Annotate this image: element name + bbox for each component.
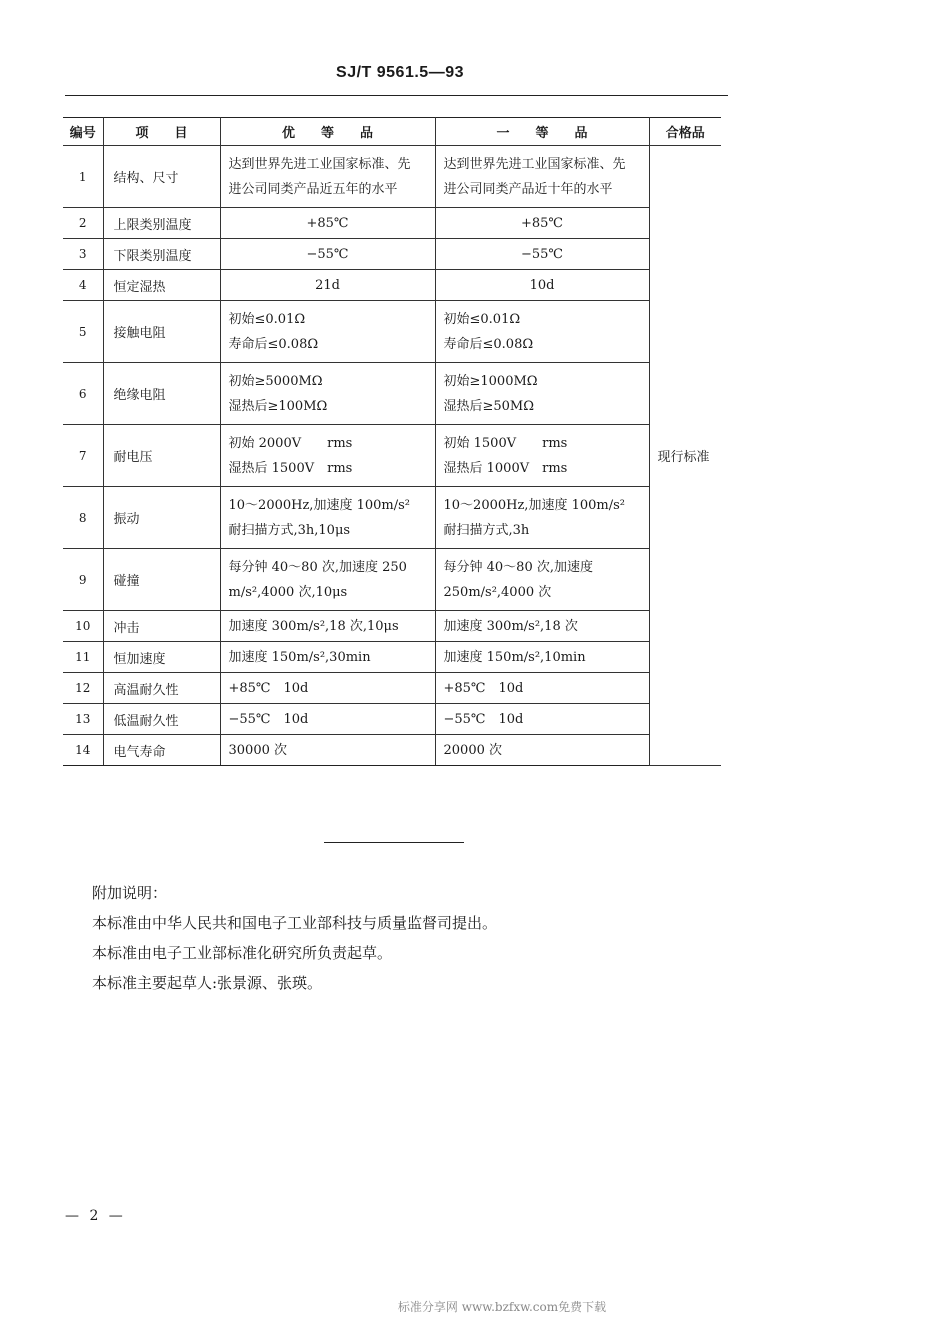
first-value: 初始≤0.01Ω 寿命后≤0.08Ω xyxy=(435,301,649,363)
row-number: 10 xyxy=(63,611,103,642)
first-value: 初始 1500V rms 湿热后 1000V rms xyxy=(435,425,649,487)
table-row xyxy=(63,487,721,549)
col-header-excellent: 优 等 品 xyxy=(220,118,435,146)
document-code: SJ/T 9561.5—93 xyxy=(336,64,464,81)
first-value: 10d xyxy=(435,270,649,301)
notes-title: 附加说明： xyxy=(92,884,168,902)
table-row xyxy=(63,642,721,673)
first-value: +85℃ xyxy=(435,208,649,239)
row-number: 8 xyxy=(63,487,103,549)
col-header-qualified: 合格品 xyxy=(649,118,721,146)
first-value: 10～2000Hz,加速度 100m/s² 耐扫描方式,3h xyxy=(435,487,649,549)
table-row xyxy=(63,673,721,704)
row-number: 4 xyxy=(63,270,103,301)
excellent-value: 每分钟 40～80 次,加速度 250 m/s²,4000 次,10μs xyxy=(220,549,435,611)
notes-line: 本标准由中华人民共和国电子工业部科技与质量监督司提出。 xyxy=(92,914,498,932)
row-item: 电气寿命 xyxy=(103,735,220,766)
row-number: 1 xyxy=(63,146,103,208)
row-item: 冲击 xyxy=(103,611,220,642)
excellent-value: 10～2000Hz,加速度 100m/s² 耐扫描方式,3h,10μs xyxy=(220,487,435,549)
excellent-value: 初始≥5000MΩ 湿热后≥100MΩ xyxy=(220,363,435,425)
table-row xyxy=(63,270,721,301)
excellent-value: 初始 2000V rms 湿热后 1500V rms xyxy=(220,425,435,487)
notes-line: 本标准由电子工业部标准化研究所负责起草。 xyxy=(92,944,393,962)
col-header-item: 项 目 xyxy=(103,118,220,146)
excellent-value: 加速度 300m/s²,18 次,10μs xyxy=(220,611,435,642)
first-value: −55℃ xyxy=(435,239,649,270)
table-row xyxy=(63,239,721,270)
row-number: 14 xyxy=(63,735,103,766)
excellent-value: 30000 次 xyxy=(220,735,435,766)
row-number: 7 xyxy=(63,425,103,487)
row-number: 11 xyxy=(63,642,103,673)
row-number: 3 xyxy=(63,239,103,270)
table-row xyxy=(63,611,721,642)
table-header-row xyxy=(63,118,721,146)
row-item: 下限类别温度 xyxy=(103,239,220,270)
row-item: 接触电阻 xyxy=(103,301,220,363)
excellent-value: 21d xyxy=(220,270,435,301)
table-row xyxy=(63,363,721,425)
table-row xyxy=(63,146,721,208)
first-value: 达到世界先进工业国家标准、先 进公司同类产品近十年的水平 xyxy=(435,146,649,208)
table-row xyxy=(63,735,721,766)
row-item: 恒加速度 xyxy=(103,642,220,673)
row-item: 低温耐久性 xyxy=(103,704,220,735)
notes-line: 本标准主要起草人:张景源、张瑛。 xyxy=(92,974,323,992)
row-number: 12 xyxy=(63,673,103,704)
first-value: −55℃ 10d xyxy=(435,704,649,735)
col-header-first: 一 等 品 xyxy=(435,118,649,146)
excellent-value: +85℃ 10d xyxy=(220,673,435,704)
watermark: 标准分享网 www.bzfxw.com免费下载 xyxy=(397,1300,607,1314)
row-number: 2 xyxy=(63,208,103,239)
spec-table xyxy=(63,117,721,766)
row-number: 9 xyxy=(63,549,103,611)
section-divider xyxy=(324,842,464,843)
first-value: 加速度 300m/s²,18 次 xyxy=(435,611,649,642)
table-row xyxy=(63,549,721,611)
table-row xyxy=(63,704,721,735)
row-item: 高温耐久性 xyxy=(103,673,220,704)
first-value: 20000 次 xyxy=(435,735,649,766)
first-value: 加速度 150m/s²,10min xyxy=(435,642,649,673)
excellent-value: 初始≤0.01Ω 寿命后≤0.08Ω xyxy=(220,301,435,363)
qualified-standard: 现行标准 xyxy=(649,146,721,766)
row-item: 碰撞 xyxy=(103,549,220,611)
additional-notes xyxy=(92,878,497,998)
table-row xyxy=(63,425,721,487)
row-number: 6 xyxy=(63,363,103,425)
excellent-value: −55℃ 10d xyxy=(220,704,435,735)
excellent-value: 达到世界先进工业国家标准、先 进公司同类产品近五年的水平 xyxy=(220,146,435,208)
row-number: 5 xyxy=(63,301,103,363)
first-value: 初始≥1000MΩ 湿热后≥50MΩ xyxy=(435,363,649,425)
header-rule xyxy=(65,95,728,96)
table-row xyxy=(63,301,721,363)
first-value: +85℃ 10d xyxy=(435,673,649,704)
row-item: 结构、尺寸 xyxy=(103,146,220,208)
excellent-value: 加速度 150m/s²,30min xyxy=(220,642,435,673)
excellent-value: +85℃ xyxy=(220,208,435,239)
row-number: 13 xyxy=(63,704,103,735)
row-item: 绝缘电阻 xyxy=(103,363,220,425)
first-value: 每分钟 40～80 次,加速度 250m/s²,4000 次 xyxy=(435,549,649,611)
page-number: — 2 — xyxy=(65,1208,126,1224)
row-item: 耐电压 xyxy=(103,425,220,487)
table-row xyxy=(63,208,721,239)
row-item: 上限类别温度 xyxy=(103,208,220,239)
excellent-value: −55℃ xyxy=(220,239,435,270)
col-header-no: 编号 xyxy=(63,118,103,146)
row-item: 恒定湿热 xyxy=(103,270,220,301)
row-item: 振动 xyxy=(103,487,220,549)
